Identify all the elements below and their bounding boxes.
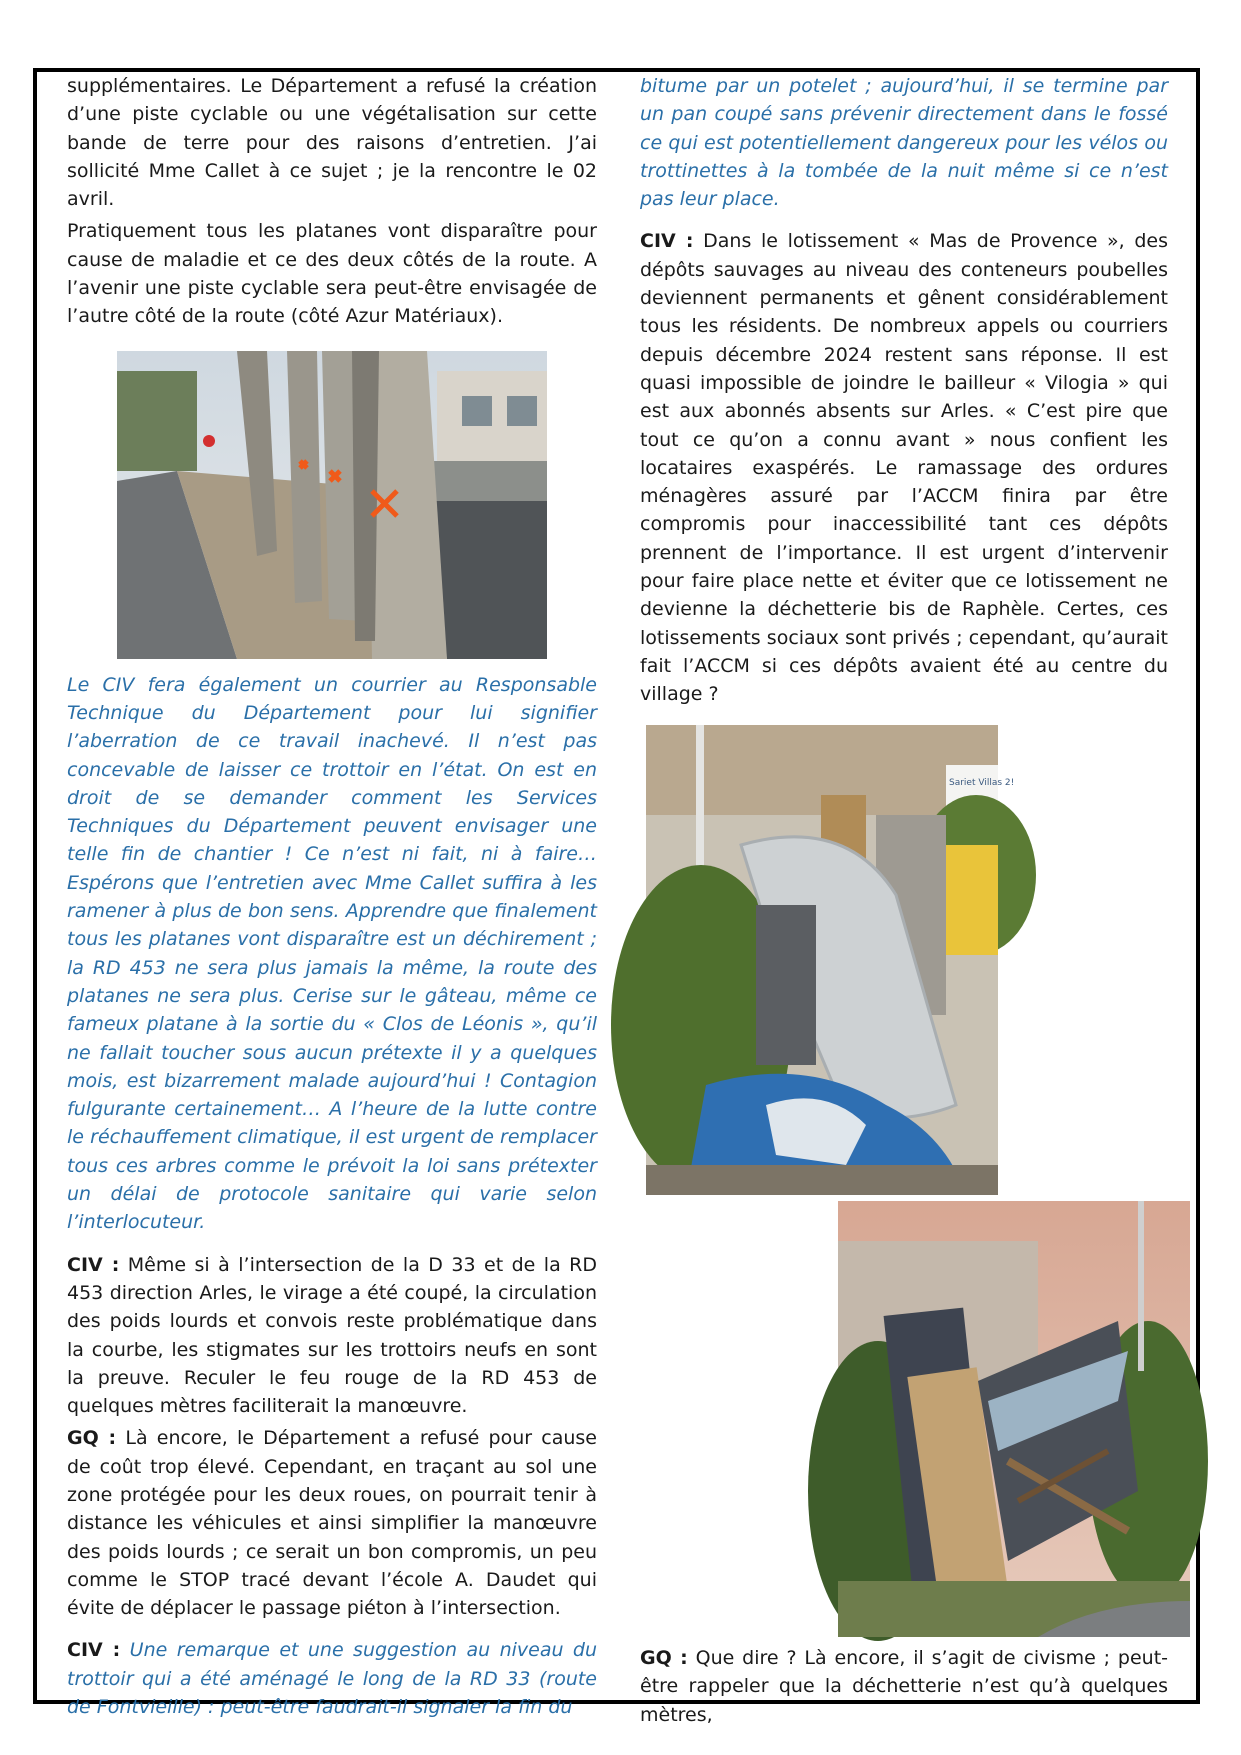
civ-label: CIV : (67, 1639, 121, 1662)
right-italic-continuation: bitume par un potelet ; aujourd’hui, il se termine par un pan coupé sans prévenir directement dans le fossé ce qui est potentiellement dangereux pour les vélos ou trottinettes à la tombée de la nuit même si ce n’est pas leur place. (640, 75, 1168, 211)
dumped-furniture-photo (838, 1201, 1190, 1637)
gq-response-text: Là encore, le Département a refusé pour cause de coût trop élevé. Cependant, en traçant au sol une zone protégée pour les deux roues, on pourrait tenir à distance les véhicules et ainsi simplifier la manœuvre des poids lourds ; ce serait un bon compromis, un peu comme le STOP tracé devant l’école A. Daudet qui évite de déplacer le passage piéton à l’intersection. (67, 1427, 597, 1620)
left-civ-intersection (67, 1251, 597, 1421)
right-civ-lotissement (640, 227, 1168, 708)
plane-trees-photo (117, 351, 547, 659)
sign-text: Sariet Villas 2! (949, 777, 1015, 788)
left-italic-comment: Le CIV fera également un courrier au Responsable Technique du Département pour lui signifier l’aberration de ce travail inachevé. Il n’est pas concevable de laisser ce trottoir en l’état. On est en droit de se demander comment les Services Techniques du Département peuvent envisager une telle fin de chantier ! Ce n’est ni fait, ni à faire… Espérons que l’entretien avec Mme Callet suffira à les ramener à plus de bon sens. Apprendre que finalement tous les platanes vont disparaître est un déchirement ; la RD 453 ne sera plus jamais la même, la route des platanes ne sera plus. Cerise sur le gâteau, même ce fameux platane à la sortie du « Clos de Léonis », qu’il ne fallait toucher sous aucun prétexte il y a quelques mois, est bizarrement malade aujourd’hui ! Contagion fulgurante certainement… A l’heure de la lutte contre le réchauffement climatique, il est urgent de remplacer tous ces arbres comme le prévoit la loi sans prétexter un délai de protocole sanitaire qui varie selon l’interlocuteur. (67, 673, 597, 1234)
left-paragraph-1: supplémentaires. Le Département a refusé la création d’une piste cyclable ou une végétalisation sur cette bande de terre pour des raisons d’entretien. J’ai sollicité Mme Callet à ce sujet ; je la rencontre le 02 avril. (67, 75, 597, 211)
civ-label: CIV : (640, 230, 694, 253)
left-column (67, 72, 597, 1721)
civ-suggestion-text: Une remarque et une suggestion au niveau du trottoir qui a été aménagé le long de la RD 33 (route de Fontvieille) : peut-être faudrait-il signaler la fin du (67, 1639, 597, 1719)
right-column (640, 72, 1168, 1637)
civ-lotissement-text: Dans le lotissement « Mas de Provence », des dépôts sauvages au niveau des conteneurs poubelles deviennent permanents et gênent considérablement tous les résidents. De nombreux appels ou courriers depuis décembre 2024 restent sans réponse. Il est quasi impossible de joindre le bailleur « Vilogia » qui est aux abonnés absents sur Arles. « C’est pire que tout ce qu’on a connu avant » nous confient les locataires exaspérés. Le ramassage des ordures ménagères assuré par l’ACCM finira par être compromis pour inaccessibilité tant ces dépôts prennent de l’importance. Il est urgent d’intervenir pour faire place nette et éviter que ce lotissement ne devienne la déchetterie bis de Raphèle. Certes, ces lotissements sociaux sont privés ; cependant, qu’aurait fait l’ACCM si ces dépôts avaient été au centre du village ? (640, 230, 1168, 706)
gq-civisme-text: Que dire ? Là encore, il s’agit de civisme ; peut-être rappeler que la déchetterie n’est qu’à quelques mètres, (640, 1647, 1168, 1726)
gq-label: GQ : (640, 1647, 688, 1669)
civ-intersection-text: Même si à l’intersection de la D 33 et de la RD 453 direction Arles, le virage a été coupé, la circulation des poids lourds et convois reste problématique dans la courbe, les stigmates sur les trottoirs neufs en sont la preuve. Reculer le feu rouge de la RD 453 de quelques mètres faciliterait la manœuvre. (67, 1253, 597, 1418)
left-paragraph-2: Pratiquement tous les platanes vont disparaître pour cause de maladie et ce des deux côtés de la route. A l’avenir une piste cyclable sera peut-être envisagée de l’autre côté de la route (côté Azur Matériaux). (67, 220, 597, 328)
left-civ-suggestion (67, 1636, 597, 1721)
civ-label: CIV : (67, 1253, 120, 1276)
right-gq-response (640, 1644, 1168, 1729)
gq-label: GQ : (67, 1427, 117, 1450)
dumped-mattress-photo (646, 725, 1015, 1195)
left-gq-response (67, 1424, 597, 1622)
